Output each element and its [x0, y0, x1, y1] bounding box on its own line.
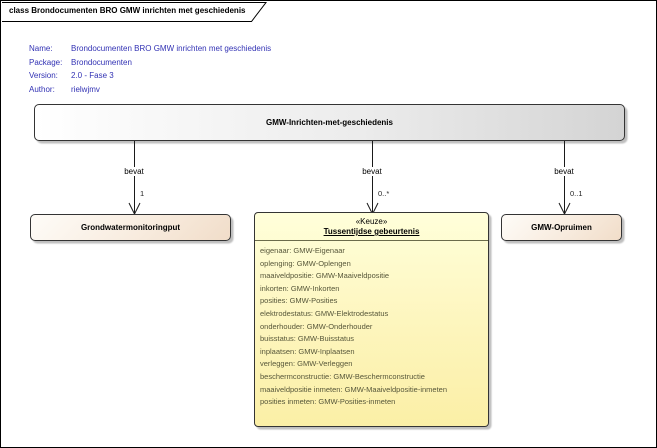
class-gmw-opruimen[interactable] — [501, 214, 622, 241]
class-name: Tussentijdse gebeurtenis — [323, 227, 420, 236]
multiplicity-label: 0..1 — [570, 189, 583, 198]
connector-label: bevat — [124, 167, 144, 176]
attribute: buisstatus: GMW-Buisstatus — [260, 334, 355, 344]
metadata-value: Brondocumenten — [71, 57, 132, 67]
metadata-label: Version: — [29, 71, 58, 80]
attribute: inplaatsen: GMW-Inplaatsen — [260, 346, 355, 356]
metadata-row — [29, 69, 271, 83]
attribute: eigenaar: GMW-Eigenaar — [260, 246, 345, 255]
attribute: beschermconstructie: GMW-Beschermconstructie — [260, 371, 425, 381]
class-name: Grondwatermonitoringput — [80, 223, 181, 232]
metadata-value: rielwjmv — [71, 84, 100, 94]
multiplicity-label: 1 — [140, 189, 145, 198]
attribute: inkorten: GMW-Inkorten — [260, 283, 340, 293]
attribute: maaiveldpositie: GMW-Maaiveldpositie — [260, 271, 390, 281]
attribute: oplenging: GMW-Oplengen — [260, 258, 351, 268]
metadata-row — [29, 56, 271, 70]
connector-label: bevat — [554, 167, 574, 176]
multiplicity-label: 0..* — [378, 189, 390, 198]
attribute: elektrodestatus: GMW-Elektrodestatus — [260, 308, 389, 318]
metadata-value: Brondocumenten BRO GMW inrichten met geschiedenis — [71, 44, 272, 53]
attribute: posities: GMW-Posities — [260, 296, 338, 306]
class-tussentijdse-gebeurtenis[interactable] — [254, 212, 489, 427]
metadata-row — [29, 83, 271, 97]
class-name: GMW-Opruimen — [531, 223, 592, 232]
attribute-list — [255, 241, 488, 409]
metadata-row — [29, 42, 271, 56]
class-header — [255, 213, 488, 236]
class-grondwatermonitoringput[interactable] — [30, 214, 231, 241]
metadata-label: Package: — [29, 57, 63, 67]
diagram-tab — [2, 2, 268, 22]
connector-label: bevat — [362, 167, 382, 176]
stereotype-label: «Keuze» — [355, 217, 388, 226]
attribute: verleggen: GMW-Verleggen — [260, 359, 353, 369]
attribute: maaiveldpositie inmeten: GMW-Maaiveldpositie-inmeten — [260, 384, 448, 394]
metadata-value: 2.0 - Fase 3 — [71, 71, 114, 80]
diagram-title: class Brondocumenten BRO GMW inrichten met geschiedenis — [9, 6, 246, 15]
metadata-label: Name: — [29, 44, 53, 53]
diagram-metadata — [29, 42, 271, 96]
attribute: posities inmeten: GMW-Posities-inmeten — [260, 397, 396, 407]
attribute: onderhouder: GMW-Onderhouder — [260, 321, 373, 331]
class-name: GMW-Inrichten-met-geschiedenis — [266, 118, 393, 127]
metadata-label: Author: — [29, 84, 55, 94]
class-gmw-inrichten-met-geschiedenis[interactable] — [34, 104, 625, 141]
